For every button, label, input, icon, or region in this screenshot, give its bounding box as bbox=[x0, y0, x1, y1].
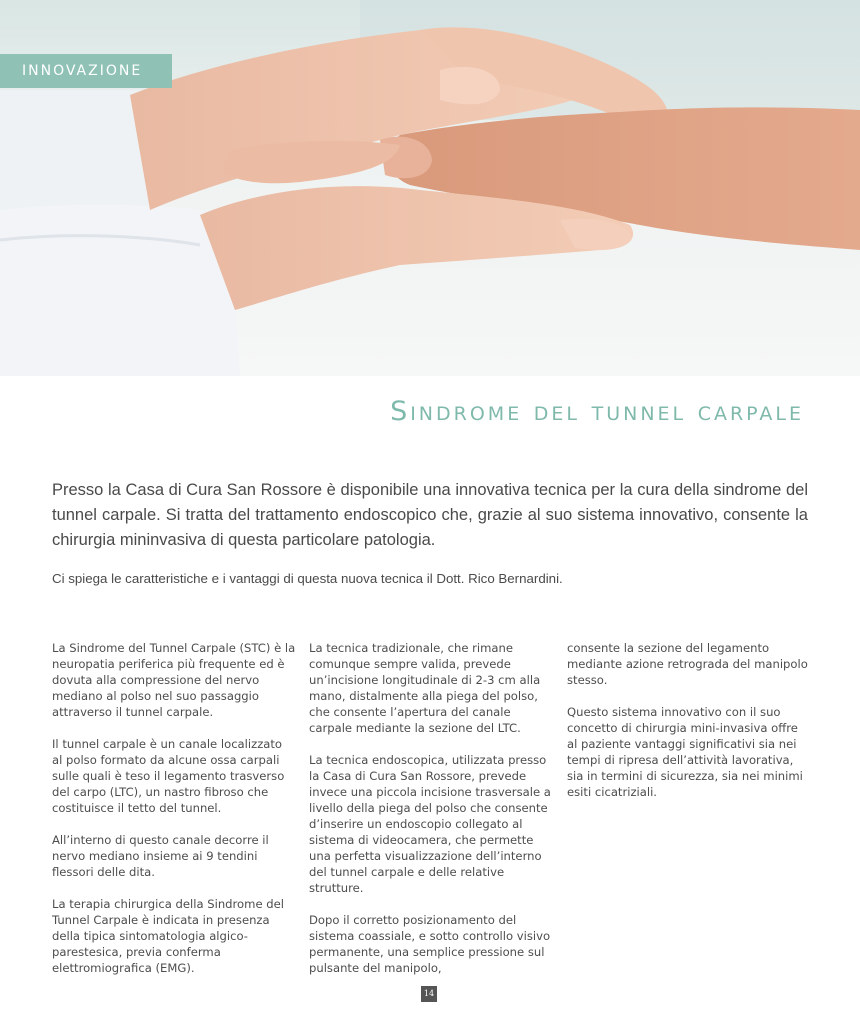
paragraph: Dopo il corretto posizionamento del sistema coassiale, e sotto controllo visivo permanente, una semplice pressione sul pulsante del manipolo, bbox=[309, 913, 551, 975]
lead-paragraph: Presso la Casa di Cura San Rossore è disponibile una innovativa tecnica per la cura della sindrome del tunnel carpale. Si tratta del trattamento endoscopico che, grazie al suo sistema innovativo, consente la chirurgia mininvasiva di questa particolare patologia. bbox=[52, 481, 808, 549]
text-column-2 bbox=[309, 640, 553, 992]
paragraph: La tecnica tradizionale, che rimane comunque sempre valida, prevede un’incisione longitudinale di 2-3 cm alla mano, distalmente alla piega del polso, che consente l’apertura del canale carpale mediante la sezione del LTC. bbox=[309, 641, 541, 735]
paragraph: La tecnica endoscopica, utilizzata presso la Casa di Cura San Rossore, prevede invece una piccola incisione trasversale a livello della piega del polso che consente d’inserire un endoscopio collegato al sistema di videocamera, che permette una perfetta visualizzazione dell’interno del tunnel carpale e delle relative strutture. bbox=[309, 753, 551, 895]
paragraph: All’interno di questo canale decorre il nervo mediano insieme ai 9 tendini flessori delle dita. bbox=[52, 833, 269, 879]
paragraph: Questo sistema innovativo con il suo concetto di chirurgia mini-invasiva offre al paziente vantaggi significativi sia nei tempi di ripresa dell’attività lavorativa, sia in termini di sicurezza, sia nei minimi esiti cicatriziali. bbox=[567, 705, 803, 799]
paragraph: La terapia chirurgica della Sindrome del Tunnel Carpale è indicata in presenza della tipica sintomatologia algico-parestesica, previa conferma elettromiografica (EMG). bbox=[52, 897, 284, 975]
intro-line: Ci spiega le caratteristiche e i vantaggi di questa nuova tecnica il Dott. Rico Bernardini. bbox=[52, 571, 563, 586]
article-title: Sindrome del tunnel carpale bbox=[390, 396, 804, 427]
paragraph: Il tunnel carpale è un canale localizzato al polso formato da alcune ossa carpali sulle quali è teso il legamento trasverso del carpo (LTC), un nastro fibroso che costituisce il tetto del tunnel. bbox=[52, 737, 285, 815]
hero-image bbox=[0, 0, 860, 376]
text-column-1 bbox=[52, 640, 296, 992]
section-tag: INNOVAZIONE bbox=[0, 54, 172, 88]
paragraph: consente la sezione del legamento mediante azione retrograda del manipolo stesso. bbox=[567, 641, 808, 687]
page-number: 14 bbox=[421, 986, 437, 1002]
text-column-3 bbox=[567, 640, 811, 816]
paragraph: La Sindrome del Tunnel Carpale (STC) è la neuropatia periferica più frequente ed è dovuta alla compressione del nervo mediano al polso nel suo passaggio attraverso il tunnel carpale. bbox=[52, 641, 296, 719]
